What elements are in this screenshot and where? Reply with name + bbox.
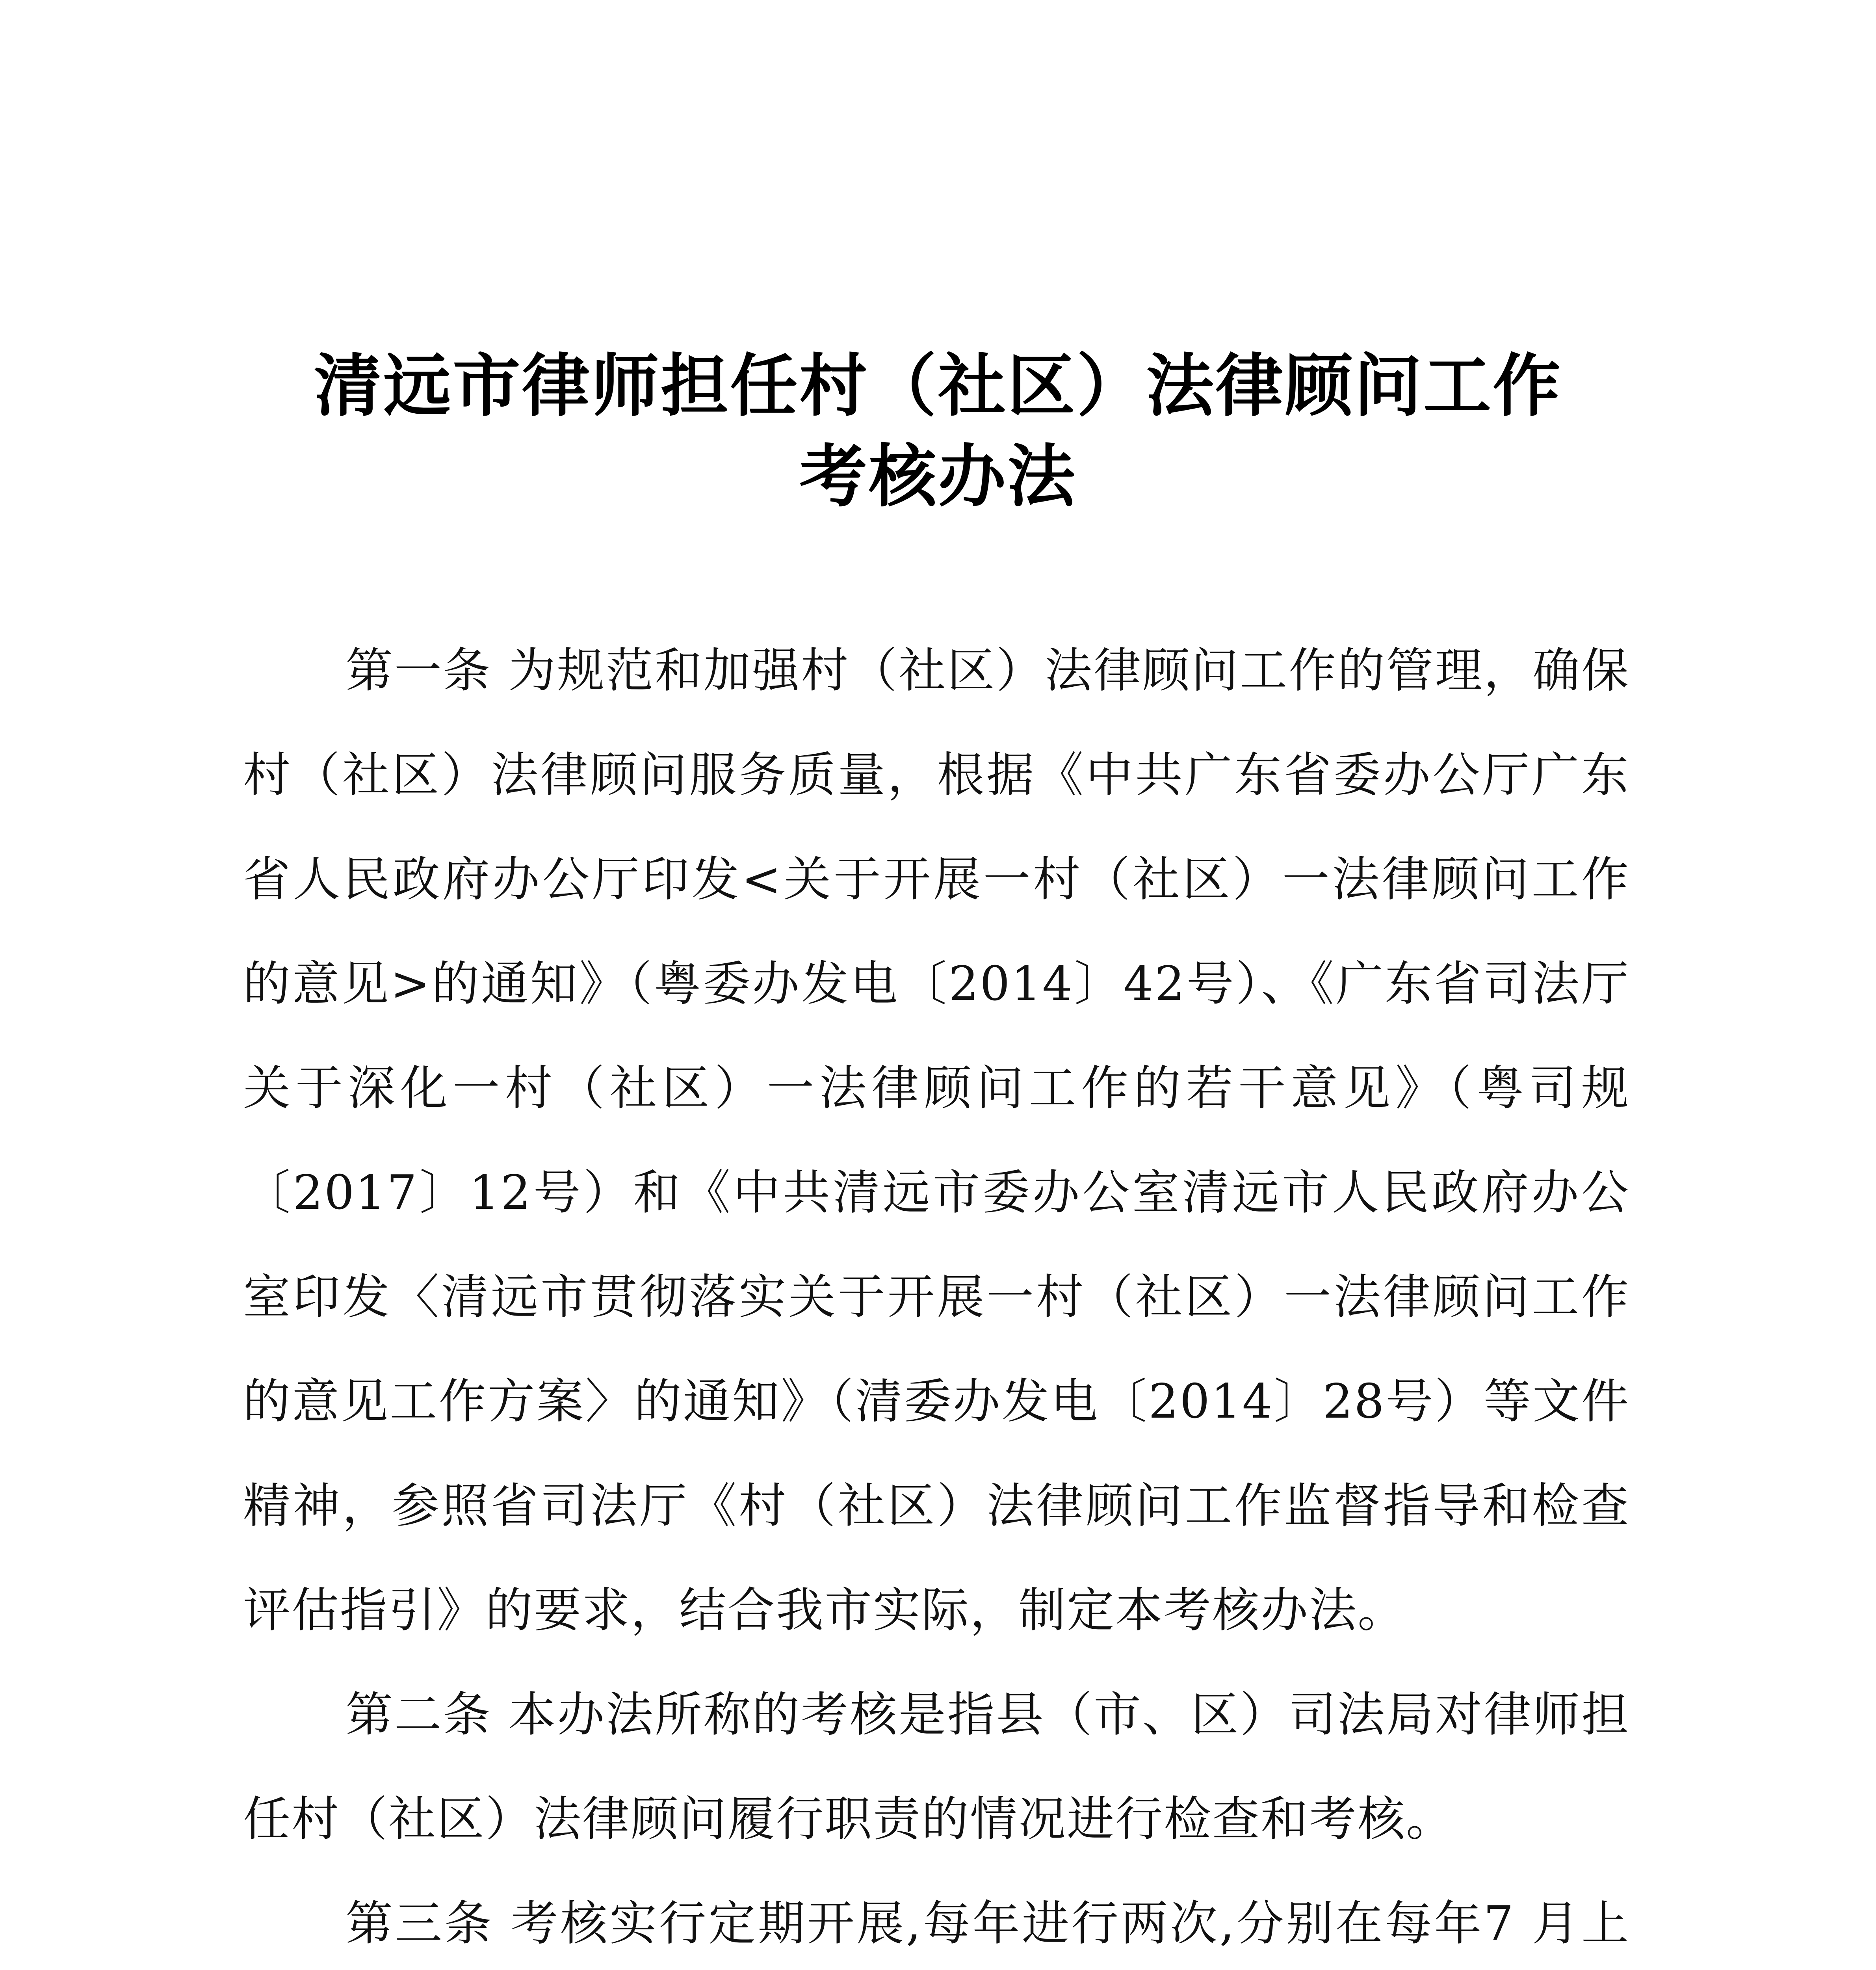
article-3-paragraph: 第三条 考核实行定期开展,每年进行两次,分别在每年7 月上 (345, 1896, 1630, 1951)
article-1-paragraph: 第一条 为规范和加强村（社区）法律顾问工作的管理，确保村（社区）法律顾问服务质量，根据《中共广东省委办公厅广东省人民政府办公厅印发<关于开展一村（社区）一法律顾问工作的意见>的通知》（粤委办发电〔2014〕42号）、《广东省司法厅关于深化一村（社区）一法律顾问工作的若干意见》（粤司规〔2017〕12号）和《中共清远市委办公室清远市人民政府办公室印发〈清远市贯彻落实关于开展一村（社区）一法律顾问工作的意见工作方案〉的通知》（清委办发电〔2014〕28号）等文件精神，参照省司法厅《村（社区）法律顾问工作监督指导和检查评估指引》的要求，结合我市实际，制定本考核办法。 (243, 643, 1630, 1638)
document-title-line-2: 考核办法 (799, 437, 1077, 516)
article-2-paragraph: 第二条 本办法所称的考核是指县（市、区）司法局对律师担任村（社区）法律顾问履行职责的情况进行检查和考核。 (243, 1688, 1630, 1847)
document-body (243, 619, 1630, 1970)
document-title-line-1: 清远市律师担任村（社区）法律顾问工作 (314, 346, 1562, 426)
